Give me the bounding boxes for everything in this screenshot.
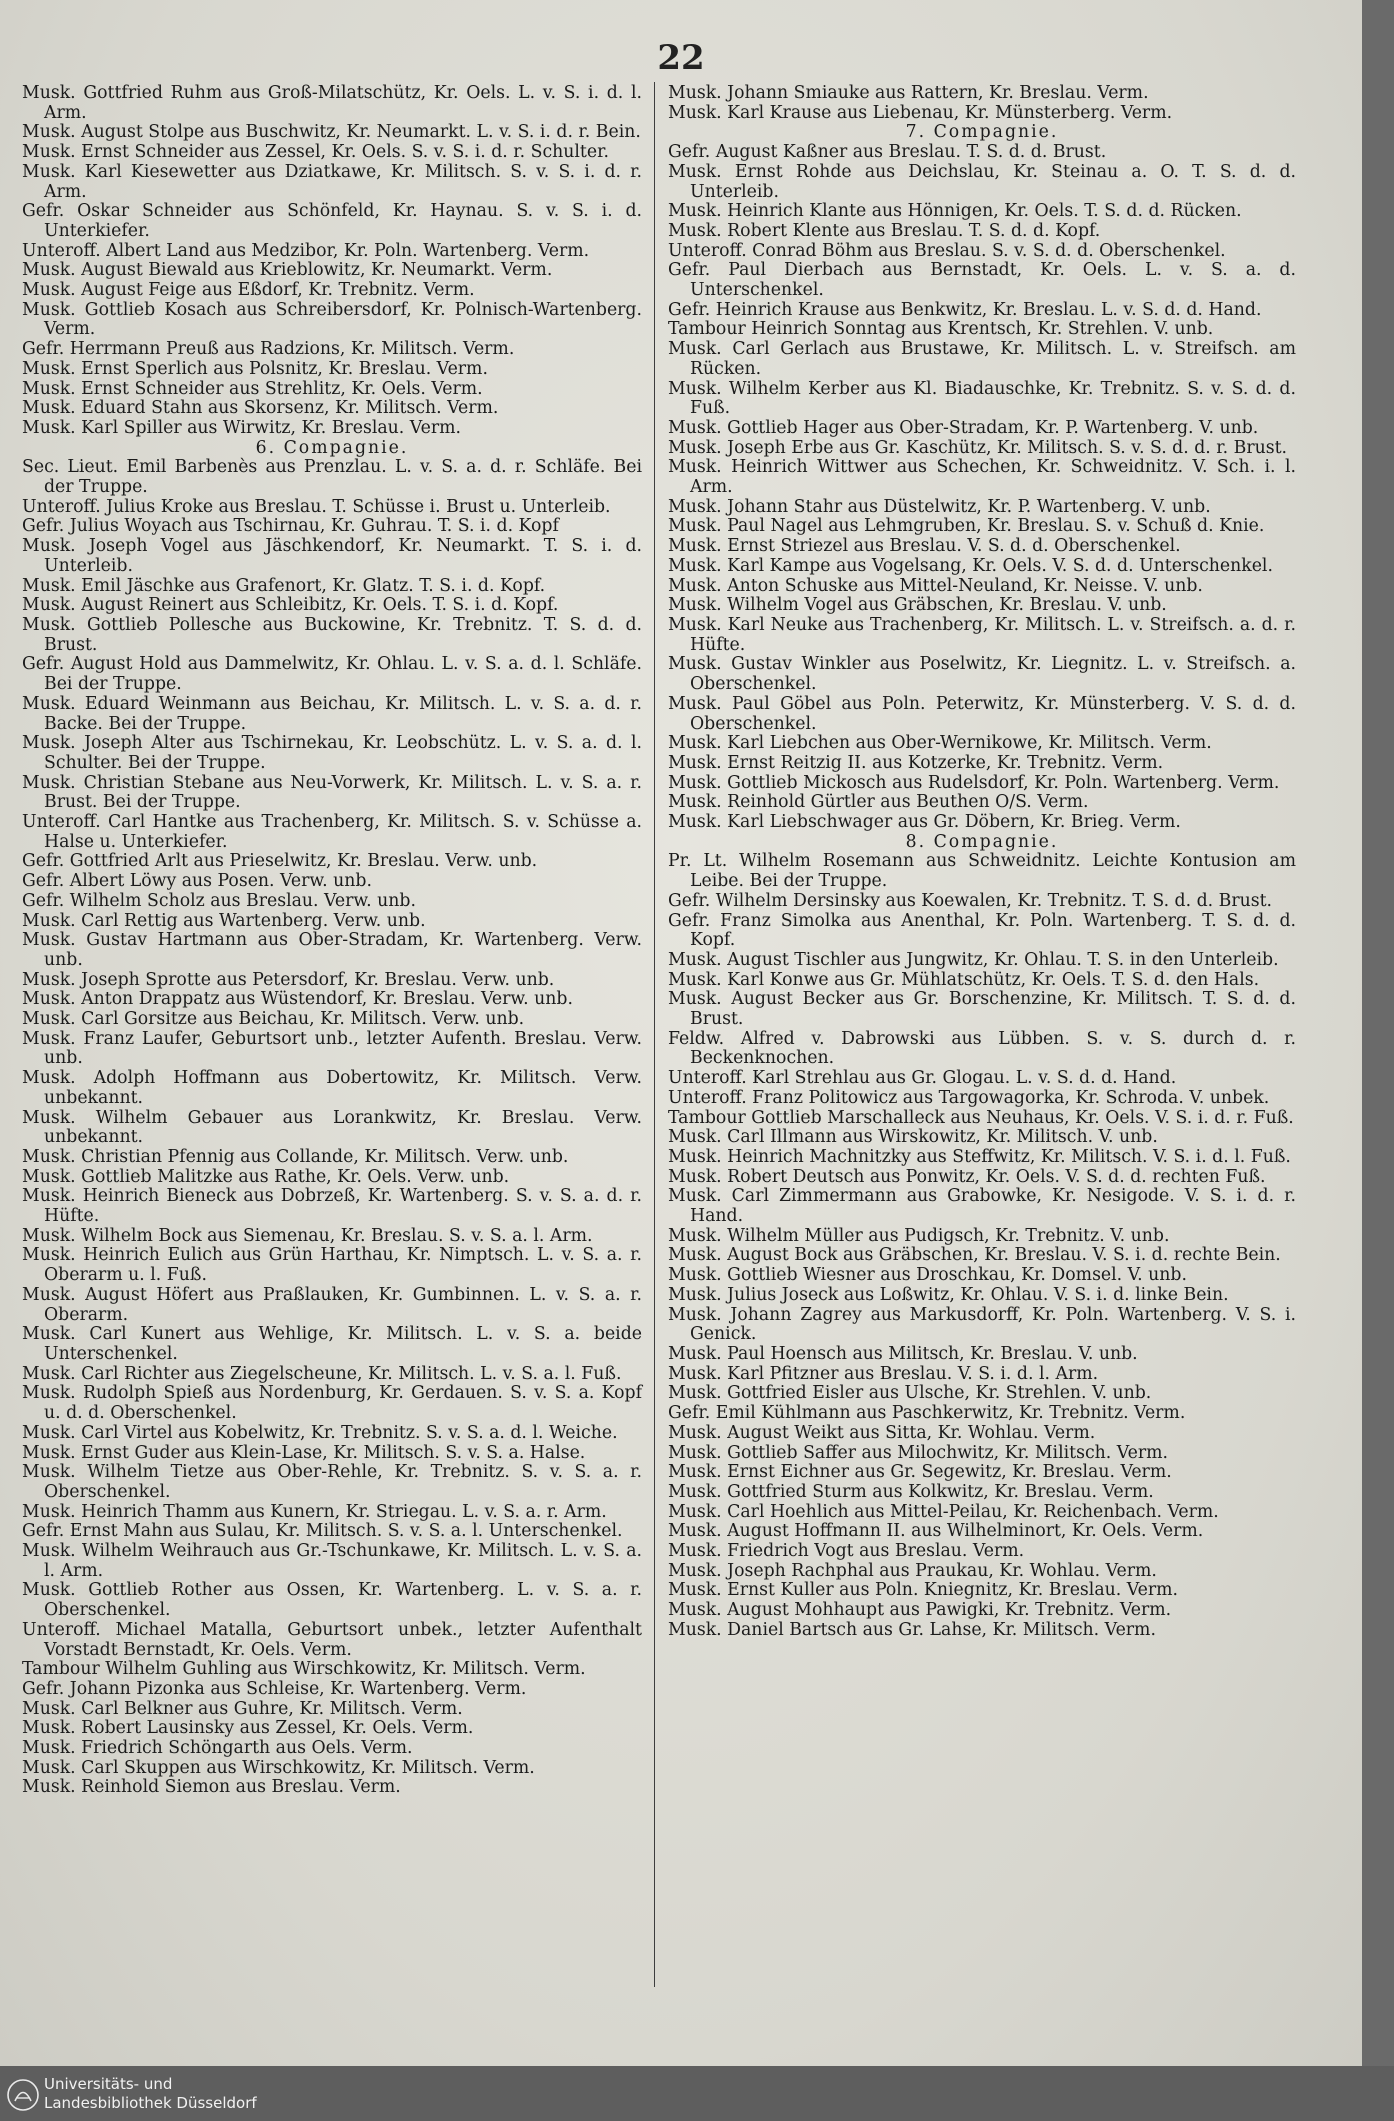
casualty-entry: Musk. Wilhelm Kerber aus Kl. Biadauschke, Kr. Trebnitz. S. v. S. d. d. Fuß. bbox=[668, 378, 1296, 419]
casualty-entry: Musk. August Höfert aus Praßlauken, Kr. Gumbinnen. L. v. S. a. r. Oberarm. bbox=[22, 1284, 642, 1325]
library-logo-icon bbox=[6, 2078, 40, 2112]
footer-line-2: Landesbibliothek Düsseldorf bbox=[44, 2094, 257, 2112]
casualty-entry: Musk. August Weikt aus Sitta, Kr. Wohlau. Verm. bbox=[668, 1422, 1096, 1443]
casualty-entry: Musk. Eduard Weinmann aus Beichau, Kr. Militsch. L. v. S. a. d. r. Backe. Bei der Truppe. bbox=[22, 693, 642, 734]
casualty-entry: Unteroff. Michael Matalla, Geburtsort unbek., letzter Aufenthalt Vorstadt Bernstadt, Kr. Oels. Verm. bbox=[22, 1619, 642, 1660]
casualty-entry: Pr. Lt. Wilhelm Rosemann aus Schweidnitz. Leichte Kontusion am Leibe. Bei der Truppe. bbox=[668, 851, 1296, 892]
casualty-entry: Musk. Karl Konwe aus Gr. Mühlatschütz, Kr. Oels. T. S. d. den Hals. bbox=[668, 969, 1260, 990]
casualty-entry: Musk. August Tischler aus Jungwitz, Kr. Ohlau. T. S. in den Unterleib. bbox=[668, 949, 1279, 970]
casualty-entry: Musk. August Feige aus Eßdorf, Kr. Trebnitz. Verm. bbox=[22, 280, 475, 301]
casualty-entry: Gefr. Gottfried Arlt aus Prieselwitz, Kr. Breslau. Verw. unb. bbox=[22, 851, 538, 872]
page-number: 22 bbox=[657, 38, 705, 78]
casualty-entry: Musk. Robert Lausinsky aus Zessel, Kr. Oels. Verm. bbox=[22, 1718, 474, 1739]
casualty-entry: Musk. August Stolpe aus Buschwitz, Kr. Neumarkt. L. v. S. i. d. r. Bein. bbox=[22, 122, 641, 143]
casualty-entry: Musk. Friedrich Vogt aus Breslau. Verm. bbox=[668, 1541, 1025, 1562]
casualty-entry: Musk. August Hoffmann II. aus Wilhelminort, Kr. Oels. Verm. bbox=[668, 1521, 1204, 1542]
casualty-entry: Musk. Carl Virtel aus Kobelwitz, Kr. Trebnitz. S. v. S. a. d. l. Weiche. bbox=[22, 1422, 618, 1443]
library-footer bbox=[0, 2066, 1394, 2121]
company-heading: 6. Compagnie. bbox=[255, 437, 409, 458]
casualty-entry: Musk. Robert Deutsch aus Ponwitz, Kr. Oels. V. S. d. d. rechten Fuß. bbox=[668, 1166, 1266, 1187]
casualty-entry: Musk. Carl Illmann aus Wirskowitz, Kr. Militsch. V. unb. bbox=[668, 1127, 1158, 1148]
casualty-entry: Musk. Gottlieb Malitzke aus Rathe, Kr. Oels. Verw. unb. bbox=[22, 1166, 510, 1187]
casualty-entry: Feldw. Alfred v. Dabrowski aus Lübben. S. v. S. durch d. r. Beckenknochen. bbox=[668, 1028, 1296, 1069]
right-column bbox=[668, 84, 1296, 1641]
casualty-entry: Musk. August Mohhaupt aus Pawigki, Kr. Trebnitz. Verm. bbox=[668, 1600, 1172, 1621]
casualty-entry: Musk. Johann Stahr aus Düstelwitz, Kr. P. Wartenberg. V. unb. bbox=[668, 496, 1211, 517]
casualty-entry: Musk. Eduard Stahn aus Skorsenz, Kr. Militsch. Verm. bbox=[22, 398, 499, 419]
casualty-entry: Gefr. Herrmann Preuß aus Radzions, Kr. Militsch. Verm. bbox=[22, 339, 515, 360]
casualty-entry: Musk. Paul Nagel aus Lehmgruben, Kr. Breslau. S. v. Schuß d. Knie. bbox=[668, 516, 1265, 537]
casualty-entry: Musk. Karl Spiller aus Wirwitz, Kr. Breslau. Verm. bbox=[22, 417, 462, 438]
casualty-entry: Musk. Ernst Guder aus Klein-Lase, Kr. Militsch. S. v. S. a. Halse. bbox=[22, 1442, 586, 1463]
casualty-entry: Musk. Emil Jäschke aus Grafenort, Kr. Glatz. T. S. i. d. Kopf. bbox=[22, 575, 546, 596]
casualty-entry: Musk. Karl Kiesewetter aus Dziatkawe, Kr. Militsch. S. v. S. i. d. r. Arm. bbox=[22, 161, 642, 202]
casualty-entry: Musk. Gottlieb Pollesche aus Buckowine, Kr. Trebnitz. T. S. d. d. Brust. bbox=[22, 614, 642, 655]
casualty-entry: Musk. Ernst Rohde aus Deichslau, Kr. Steinau a. O. T. S. d. d. Unterleib. bbox=[668, 161, 1296, 202]
casualty-entry: Gefr. Ernst Mahn aus Sulau, Kr. Militsch. S. v. S. a. l. Unterschenkel. bbox=[22, 1521, 623, 1542]
casualty-entry: Unteroff. Karl Strehlau aus Gr. Glogau. L. v. S. d. d. Hand. bbox=[668, 1068, 1177, 1089]
casualty-entry: Musk. Ernst Kuller aus Poln. Kniegnitz, Kr. Breslau. Verm. bbox=[668, 1580, 1178, 1601]
casualty-entry: Musk. Christian Stebane aus Neu-Vorwerk, Kr. Militsch. L. v. S. a. r. Brust. Bei der Truppe. bbox=[22, 772, 642, 813]
casualty-entry: Musk. Ernst Sperlich aus Polsnitz, Kr. Breslau. Verm. bbox=[22, 358, 488, 379]
casualty-entry: Gefr. Albert Löwy aus Posen. Verw. unb. bbox=[22, 871, 372, 892]
casualty-entry: Musk. Karl Liebchen aus Ober-Wernikowe, Kr. Militsch. Verm. bbox=[668, 733, 1212, 754]
casualty-entry: Gefr. August Kaßner aus Breslau. T. S. d. d. Brust. bbox=[668, 142, 1107, 163]
casualty-entry: Musk. Robert Klente aus Breslau. T. S. d. d. Kopf. bbox=[668, 220, 1101, 241]
casualty-entry: Musk. Gottfried Ruhm aus Groß-Milatschütz, Kr. Oels. L. v. S. i. d. l. Arm. bbox=[22, 83, 642, 123]
casualty-entry: Unteroff. Carl Hantke aus Trachenberg, Kr. Militsch. S. v. Schüsse a. Halse u. Unterkiefer. bbox=[22, 812, 642, 852]
casualty-entry: Unteroff. Conrad Böhm aus Breslau. S. v. S. d. d. Oberschenkel. bbox=[668, 240, 1226, 261]
casualty-entry: Gefr. Julius Woyach aus Tschirnau, Kr. Guhrau. T. S. i. d. Kopf bbox=[22, 516, 559, 537]
casualty-entry: Musk. Friedrich Schöngarth aus Oels. Verm. bbox=[22, 1738, 413, 1759]
casualty-entry: Musk. Gottlieb Mickosch aus Rudelsdorf, Kr. Poln. Wartenberg. Verm. bbox=[668, 772, 1280, 793]
footer-line-1: Universitäts- und bbox=[44, 2075, 173, 2093]
casualty-entry: Musk. August Reinert aus Schleibitz, Kr. Oels. T. S. i. d. Kopf. bbox=[22, 595, 559, 616]
casualty-entry: Musk. Heinrich Machnitzky aus Steffwitz, Kr. Militsch. V. S. i. d. l. Fuß. bbox=[668, 1146, 1291, 1167]
casualty-entry: Musk. Wilhelm Vogel aus Gräbschen, Kr. Breslau. V. unb. bbox=[668, 595, 1167, 616]
casualty-entry: Musk. Gottfried Sturm aus Kolkwitz, Kr. Breslau. Verm. bbox=[668, 1481, 1154, 1502]
casualty-entry: Musk. Carl Gerlach aus Brustawe, Kr. Militsch. L. v. Streifsch. am Rücken. bbox=[668, 339, 1296, 379]
casualty-entry: Musk. Carl Zimmermann aus Grabowke, Kr. Nesigode. V. S. i. d. r. Hand. bbox=[668, 1186, 1296, 1227]
casualty-entry: Musk. Gottlieb Rother aus Ossen, Kr. Wartenberg. L. v. S. a. r. Oberschenkel. bbox=[22, 1580, 642, 1621]
casualty-entry: Musk. Gustav Winkler aus Poselwitz, Kr. Liegnitz. L. v. Streifsch. a. Oberschenkel. bbox=[668, 654, 1296, 695]
casualty-entry: Musk. Carl Kunert aus Wehlige, Kr. Militsch. L. v. S. a. beide Unterschenkel. bbox=[22, 1324, 642, 1364]
casualty-entry: Musk. Anton Schuske aus Mittel-Neuland, Kr. Neisse. V. unb. bbox=[668, 575, 1203, 596]
casualty-entry: Tambour Heinrich Sonntag aus Krentsch, Kr. Strehlen. V. unb. bbox=[668, 319, 1214, 340]
casualty-entry: Sec. Lieut. Emil Barbenès aus Prenzlau. L. v. S. a. d. r. Schläfe. Bei der Truppe. bbox=[22, 457, 642, 498]
casualty-entry: Musk. Gottlieb Wiesner aus Droschkau, Kr. Domsel. V. unb. bbox=[668, 1265, 1187, 1286]
casualty-entry: Musk. Wilhelm Bock aus Siemenau, Kr. Breslau. S. v. S. a. l. Arm. bbox=[22, 1225, 593, 1246]
casualty-entry: Musk. Daniel Bartsch aus Gr. Lahse, Kr. Militsch. Verm. bbox=[668, 1619, 1156, 1640]
company-heading: 8. Compagnie. bbox=[905, 831, 1059, 852]
casualty-entry: Musk. Johann Zagrey aus Markusdorff, Kr. Poln. Wartenberg. V. S. i. Genick. bbox=[668, 1304, 1296, 1345]
casualty-entry: Tambour Wilhelm Guhling aus Wirschkowitz, Kr. Militsch. Verm. bbox=[22, 1659, 586, 1680]
casualty-entry: Musk. Wilhelm Gebauer aus Lorankwitz, Kr. Breslau. Verw. unbekannt. bbox=[22, 1107, 642, 1148]
casualty-entry: Gefr. Johann Pizonka aus Schleise, Kr. Wartenberg. Verm. bbox=[22, 1678, 527, 1699]
footer-text bbox=[44, 2075, 257, 2113]
casualty-entry: Unteroff. Julius Kroke aus Breslau. T. Schüsse i. Brust u. Unterleib. bbox=[22, 496, 611, 517]
casualty-entry: Gefr. Emil Kühlmann aus Paschkerwitz, Kr. Trebnitz. Verm. bbox=[668, 1403, 1186, 1424]
company-heading: 7. Compagnie. bbox=[905, 122, 1059, 143]
casualty-entry: Musk. Ernst Schneider aus Zessel, Kr. Oels. S. v. S. i. d. r. Schulter. bbox=[22, 142, 609, 163]
casualty-entry: Musk. Carl Gorsitze aus Beichau, Kr. Militsch. Verw. unb. bbox=[22, 1009, 525, 1030]
casualty-entry: Musk. Wilhelm Weihrauch aus Gr.-Tschunkawe, Kr. Militsch. L. v. S. a. l. Arm. bbox=[22, 1541, 642, 1581]
casualty-entry: Musk. Gottfried Eisler aus Ulsche, Kr. Strehlen. V. unb. bbox=[668, 1383, 1152, 1404]
casualty-entry: Musk. Gustav Hartmann aus Ober-Stradam, Kr. Wartenberg. Verw. unb. bbox=[22, 930, 642, 970]
casualty-entry: Gefr. Franz Simolka aus Anenthal, Kr. Poln. Wartenberg. T. S. d. d. Kopf. bbox=[668, 910, 1296, 951]
casualty-entry: Musk. Reinhold Siemon aus Breslau. Verm. bbox=[22, 1777, 401, 1798]
casualty-entry: Musk. Carl Skuppen aus Wirschkowitz, Kr. Militsch. Verm. bbox=[22, 1757, 535, 1778]
left-column bbox=[22, 84, 642, 1798]
casualty-entry: Musk. Franz Laufer, Geburtsort unb., letzter Aufenth. Breslau. Verw. unb. bbox=[22, 1028, 642, 1069]
casualty-entry: Musk. Karl Pfitzner aus Breslau. V. S. i. d. l. Arm. bbox=[668, 1363, 1099, 1384]
casualty-entry: Musk. Christian Pfennig aus Collande, Kr. Militsch. Verw. unb. bbox=[22, 1146, 569, 1167]
casualty-entry: Musk. Ernst Reitzig II. aus Kotzerke, Kr. Trebnitz. Verm. bbox=[668, 752, 1164, 773]
casualty-entry: Unteroff. Franz Politowicz aus Targowagorka, Kr. Schroda. V. unbek. bbox=[668, 1087, 1270, 1108]
casualty-entry: Musk. Anton Drappatz aus Wüstendorf, Kr. Breslau. Verw. unb. bbox=[22, 989, 573, 1010]
casualty-entry: Musk. August Biewald aus Krieblowitz, Kr. Neumarkt. Verm. bbox=[22, 260, 553, 281]
casualty-entry: Gefr. Wilhelm Scholz aus Breslau. Verw. unb. bbox=[22, 890, 416, 911]
column-divider bbox=[654, 82, 655, 1987]
casualty-entry: Musk. Karl Neuke aus Trachenberg, Kr. Militsch. L. v. Streifsch. a. d. r. Hüfte. bbox=[668, 614, 1296, 655]
casualty-entry: Gefr. Oskar Schneider aus Schönfeld, Kr. Haynau. S. v. S. i. d. Unterkiefer. bbox=[22, 201, 642, 241]
casualty-entry: Musk. Carl Hoehlich aus Mittel-Peilau, Kr. Reichenbach. Verm. bbox=[668, 1501, 1219, 1522]
casualty-entry: Musk. Wilhelm Müller aus Pudigsch, Kr. Trebnitz. V. unb. bbox=[668, 1225, 1170, 1246]
casualty-entry: Musk. Julius Joseck aus Loßwitz, Kr. Ohlau. V. S. i. d. linke Bein. bbox=[668, 1284, 1229, 1305]
casualty-entry: Musk. Karl Kampe aus Vogelsang, Kr. Oels. V. S. d. d. Unterschenkel. bbox=[668, 555, 1273, 576]
casualty-entry: Musk. Carl Richter aus Ziegelscheune, Kr. Militsch. L. v. S. a. l. Fuß. bbox=[22, 1363, 622, 1384]
casualty-entry: Musk. Rudolph Spieß aus Nordenburg, Kr. Gerdauen. S. v. S. a. Kopf u. d. d. Oberschenkel. bbox=[22, 1383, 642, 1424]
casualty-entry: Gefr. Heinrich Krause aus Benkwitz, Kr. Breslau. L. v. S. d. d. Hand. bbox=[668, 299, 1262, 320]
casualty-entry: Unteroff. Albert Land aus Medzibor, Kr. Poln. Wartenberg. Verm. bbox=[22, 240, 590, 261]
casualty-entry: Musk. Karl Liebschwager aus Gr. Döbern, Kr. Brieg. Verm. bbox=[668, 812, 1181, 833]
casualty-entry: Musk. Ernst Striezel aus Breslau. V. S. d. d. Oberschenkel. bbox=[668, 536, 1181, 557]
casualty-entry: Musk. Carl Belkner aus Guhre, Kr. Militsch. Verm. bbox=[22, 1698, 463, 1719]
casualty-entry: Musk. Joseph Vogel aus Jäschkendorf, Kr. Neumarkt. T. S. i. d. Unterleib. bbox=[22, 536, 642, 576]
casualty-entry: Musk. Johann Smiauke aus Rattern, Kr. Breslau. Verm. bbox=[668, 83, 1149, 103]
casualty-entry: Musk. Heinrich Wittwer aus Schechen, Kr. Schweidnitz. V. Sch. i. l. Arm. bbox=[668, 457, 1296, 498]
casualty-entry: Musk. Joseph Sprotte aus Petersdorf, Kr. Breslau. Verw. unb. bbox=[22, 969, 555, 990]
casualty-entry: Musk. Heinrich Thamm aus Kunern, Kr. Striegau. L. v. S. a. r. Arm. bbox=[22, 1501, 607, 1522]
casualty-entry: Musk. Ernst Schneider aus Strehlitz, Kr. Oels. Verm. bbox=[22, 378, 483, 399]
casualty-entry: Musk. Gottlieb Hager aus Ober-Stradam, Kr. P. Wartenberg. V. unb. bbox=[668, 417, 1259, 438]
casualty-entry: Musk. August Bock aus Gräbschen, Kr. Breslau. V. S. i. d. rechte Bein. bbox=[668, 1245, 1281, 1266]
casualty-entry: Gefr. Wilhelm Dersinsky aus Koewalen, Kr. Trebnitz. T. S. d. d. Brust. bbox=[668, 890, 1273, 911]
casualty-entry: Gefr. Paul Dierbach aus Bernstadt, Kr. Oels. L. v. S. a. d. Unterschenkel. bbox=[668, 260, 1296, 301]
casualty-entry: Musk. Paul Hoensch aus Militsch, Kr. Breslau. V. unb. bbox=[668, 1344, 1138, 1364]
casualty-entry: Gefr. August Hold aus Dammelwitz, Kr. Ohlau. L. v. S. a. d. l. Schläfe. Bei der Truppe. bbox=[22, 654, 642, 695]
casualty-entry: Musk. Joseph Rachphal aus Praukau, Kr. Wohlau. Verm. bbox=[668, 1560, 1157, 1581]
casualty-entry: Musk. Wilhelm Tietze aus Ober-Rehle, Kr. Trebnitz. S. v. S. a. r. Oberschenkel. bbox=[22, 1462, 642, 1502]
casualty-entry: Musk. Gottlieb Kosach aus Schreibersdorf, Kr. Polnisch-Wartenberg. Verm. bbox=[22, 299, 642, 340]
casualty-entry: Musk. Paul Göbel aus Poln. Peterwitz, Kr. Münsterberg. V. S. d. d. Oberschenkel. bbox=[668, 693, 1296, 734]
casualty-entry: Musk. Ernst Eichner aus Gr. Segewitz, Kr. Breslau. Verm. bbox=[668, 1462, 1172, 1483]
casualty-entry: Musk. Joseph Alter aus Tschirnekau, Kr. Leobschütz. L. v. S. a. d. l. Schulter. Bei der Truppe. bbox=[22, 733, 642, 773]
casualty-entry: Musk. Heinrich Bieneck aus Dobrzeß, Kr. Wartenberg. S. v. S. a. d. r. Hüfte. bbox=[22, 1186, 642, 1227]
casualty-entry: Musk. Heinrich Eulich aus Grün Harthau, Kr. Nimptsch. L. v. S. a. r. Oberarm u. l. Fuß. bbox=[22, 1245, 642, 1286]
casualty-entry: Musk. Carl Rettig aus Wartenberg. Verw. unb. bbox=[22, 910, 426, 931]
casualty-entry: Musk. Reinhold Gürtler aus Beuthen O/S. Verm. bbox=[668, 792, 1089, 813]
casualty-entry: Musk. Karl Krause aus Liebenau, Kr. Münsterberg. Verm. bbox=[668, 102, 1173, 123]
casualty-entry: Musk. August Becker aus Gr. Borschenzine, Kr. Militsch. T. S. d. d. Brust. bbox=[668, 989, 1296, 1030]
casualty-entry: Musk. Gottlieb Saffer aus Milochwitz, Kr. Militsch. Verm. bbox=[668, 1442, 1168, 1463]
casualty-entry: Musk. Heinrich Klante aus Hönnigen, Kr. Oels. T. S. d. d. Rücken. bbox=[668, 201, 1242, 222]
casualty-entry: Musk. Joseph Erbe aus Gr. Kaschütz, Kr. Militsch. S. v. S. d. d. r. Brust. bbox=[668, 437, 1288, 458]
casualty-entry: Tambour Gottlieb Marschalleck aus Neuhaus, Kr. Oels. V. S. i. d. r. Fuß. bbox=[668, 1107, 1294, 1128]
casualty-entry: Musk. Adolph Hoffmann aus Dobertowitz, Kr. Militsch. Verw. unbekannt. bbox=[22, 1068, 642, 1108]
